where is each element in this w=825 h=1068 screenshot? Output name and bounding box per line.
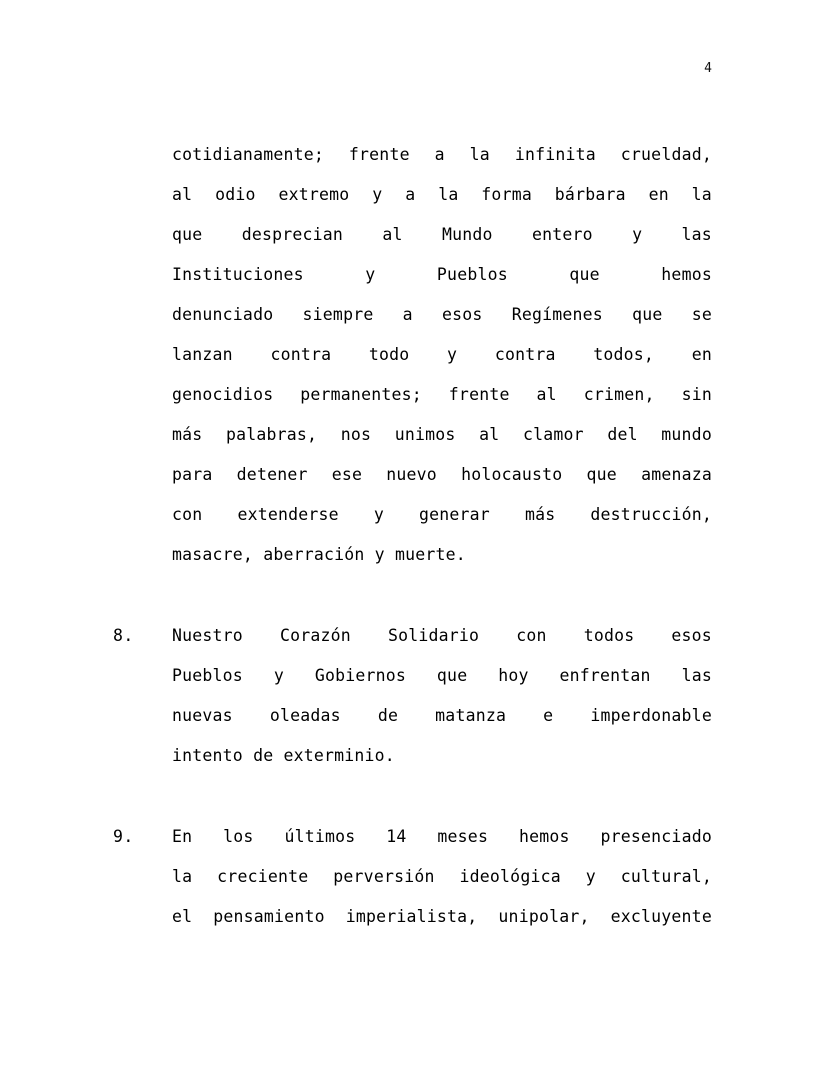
word: Pueblos xyxy=(172,666,243,685)
word: últimos xyxy=(284,827,356,846)
word: ese xyxy=(331,465,363,484)
word: mundo xyxy=(661,425,712,444)
word: las xyxy=(681,666,712,685)
word: del xyxy=(607,425,638,444)
word: con xyxy=(516,626,547,645)
word: generar xyxy=(418,505,490,524)
word: contra xyxy=(270,345,332,364)
word: y xyxy=(372,185,383,204)
word: hemos xyxy=(661,265,712,284)
word: 14 xyxy=(386,827,407,846)
word: las xyxy=(681,225,712,244)
word: Regímenes xyxy=(511,305,603,324)
word: hemos xyxy=(518,827,570,846)
word: la xyxy=(691,185,712,204)
word: holocausto xyxy=(461,465,563,484)
word: permanentes; xyxy=(300,385,422,404)
word: genocidios xyxy=(172,385,274,404)
word: la xyxy=(438,185,459,204)
word: pensamiento xyxy=(213,907,325,926)
word: cotidianamente; xyxy=(172,145,325,164)
word: frente xyxy=(448,385,510,404)
word: todo xyxy=(368,345,410,364)
word: Nuestro xyxy=(172,626,243,645)
word: siempre xyxy=(302,305,374,324)
word: nuevas xyxy=(172,706,233,725)
word: clamor xyxy=(522,425,584,444)
word: lanzan xyxy=(172,345,233,364)
word: que xyxy=(569,265,600,284)
word: enfrentan xyxy=(559,666,651,685)
word: denunciado xyxy=(172,305,274,324)
word: desprecian xyxy=(241,225,344,244)
word: excluyente xyxy=(610,907,712,926)
word: odio xyxy=(215,185,256,204)
word: que xyxy=(172,225,203,244)
word: todos xyxy=(583,626,635,645)
word: forma xyxy=(481,185,532,204)
word: frente xyxy=(348,145,410,164)
text-line xyxy=(172,857,712,897)
word: unimos xyxy=(394,425,456,444)
word: imperialista, xyxy=(345,907,478,926)
list-item-marker: 8. xyxy=(113,626,134,645)
text-line xyxy=(172,135,712,175)
word: Solidario xyxy=(387,626,480,645)
word: más xyxy=(524,505,556,524)
word: En xyxy=(172,827,193,846)
text-line xyxy=(172,736,712,776)
word: el xyxy=(172,907,193,926)
word: masacre, aberración y muerte. xyxy=(172,545,466,564)
word: la xyxy=(469,145,490,164)
word: de xyxy=(377,706,399,725)
word: todos, xyxy=(593,345,655,364)
text-line xyxy=(172,415,712,455)
word: para xyxy=(172,465,213,484)
text-line xyxy=(172,535,712,575)
list-item-8 xyxy=(113,616,712,776)
word: al xyxy=(382,225,403,244)
word: se xyxy=(691,305,712,324)
list-item-9 xyxy=(113,817,712,937)
word: y xyxy=(365,265,376,284)
word: a xyxy=(405,185,416,204)
word: esos xyxy=(671,626,712,645)
text-line xyxy=(172,295,712,335)
word: crueldad, xyxy=(620,145,712,164)
document-body xyxy=(113,135,712,937)
text-line xyxy=(172,696,712,736)
word: cultural, xyxy=(620,867,712,886)
paragraph xyxy=(113,135,712,575)
word: los xyxy=(223,827,254,846)
text-line xyxy=(172,215,712,255)
text-line xyxy=(172,175,712,215)
word: hoy xyxy=(498,666,529,685)
word: entero xyxy=(531,225,593,244)
text-line xyxy=(172,616,712,656)
word: imperdonable xyxy=(590,706,712,725)
word: extenderse xyxy=(237,505,339,524)
word: Instituciones xyxy=(172,265,304,284)
word: a xyxy=(402,305,413,324)
word: a xyxy=(434,145,445,164)
word: crimen, xyxy=(583,385,655,404)
text-line xyxy=(172,255,712,295)
word: al xyxy=(536,385,557,404)
word: oleadas xyxy=(269,706,341,725)
word: extremo xyxy=(278,185,350,204)
word: ideológica xyxy=(459,867,561,886)
word: que xyxy=(436,666,468,685)
text-line xyxy=(172,817,712,857)
word: perversión xyxy=(333,867,435,886)
word: y xyxy=(273,666,284,685)
word: con xyxy=(172,505,203,524)
word: Pueblos xyxy=(436,265,508,284)
word: unipolar, xyxy=(498,907,590,926)
word: y xyxy=(632,225,643,244)
word: meses xyxy=(437,827,489,846)
word: sin xyxy=(681,385,712,404)
word: esos xyxy=(441,305,483,324)
text-line xyxy=(172,375,712,415)
word: Mundo xyxy=(441,225,493,244)
word: Gobiernos xyxy=(314,666,407,685)
word: matanza xyxy=(435,706,507,725)
word: más xyxy=(172,425,203,444)
word: que xyxy=(586,465,617,484)
word: en xyxy=(691,345,712,364)
word: destrucción, xyxy=(590,505,712,524)
word: al xyxy=(479,425,500,444)
word: infinita xyxy=(514,145,596,164)
word: contra xyxy=(494,345,556,364)
word: y xyxy=(373,505,384,524)
text-line xyxy=(172,897,712,937)
word: y xyxy=(585,867,596,886)
word: creciente xyxy=(217,867,309,886)
list-item-marker: 9. xyxy=(113,827,134,846)
word: al xyxy=(172,185,193,204)
word: la xyxy=(172,867,193,886)
text-line xyxy=(172,335,712,375)
text-line xyxy=(172,455,712,495)
word: detener xyxy=(236,465,308,484)
text-line xyxy=(172,656,712,696)
word: palabras, xyxy=(225,425,318,444)
word: nuevo xyxy=(386,465,437,484)
word: e xyxy=(543,706,554,725)
word: intento de exterminio. xyxy=(172,746,395,765)
word: amenaza xyxy=(641,465,712,484)
word: que xyxy=(632,305,663,324)
word: bárbara xyxy=(554,185,626,204)
text-line xyxy=(172,495,712,535)
word: Corazón xyxy=(279,626,351,645)
word: en xyxy=(648,185,669,204)
word: nos xyxy=(340,425,372,444)
word: y xyxy=(447,345,458,364)
word: presenciado xyxy=(600,827,712,846)
page-number: 4 xyxy=(704,61,712,76)
